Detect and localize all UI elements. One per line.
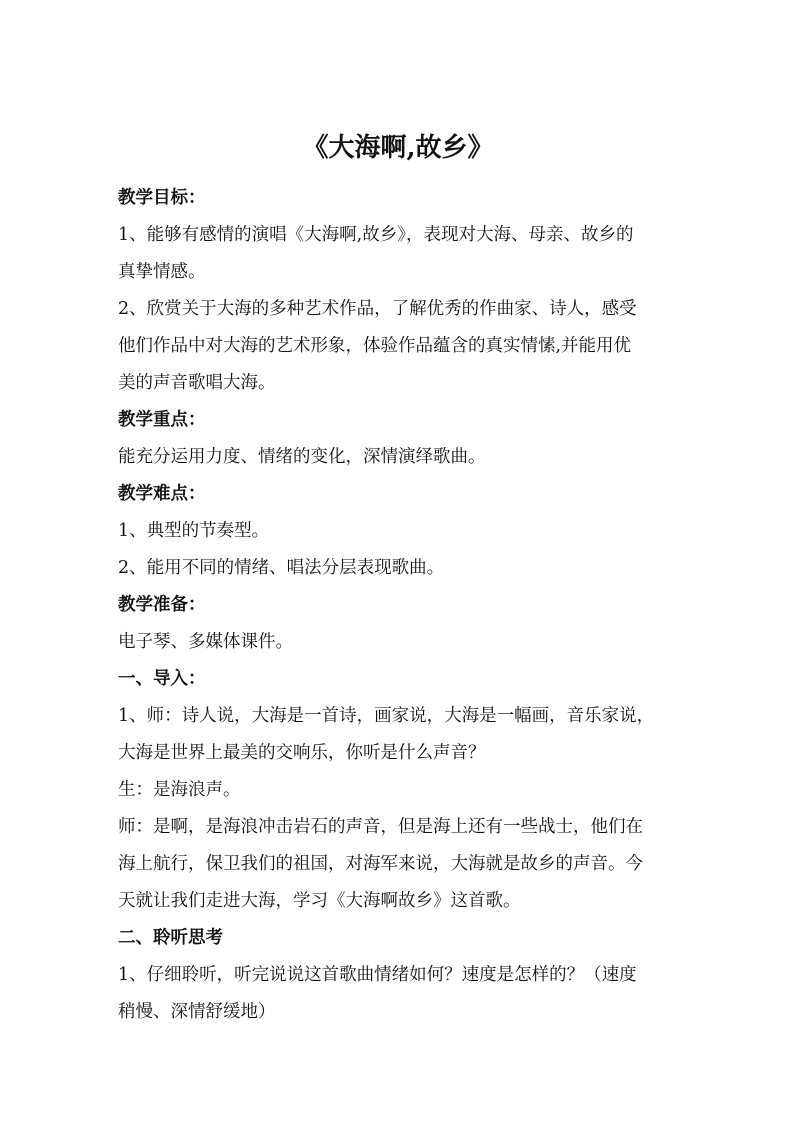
document-body — [118, 180, 676, 1031]
section-heading: 教学目标： — [118, 188, 206, 208]
text-line: 大海是世界上最美的交响乐，你听是什么声音？ — [118, 743, 486, 763]
text-line: 1、仔细聆听，听完说说这首歌曲情绪如何？速度是怎样的？（速度 — [118, 965, 637, 985]
text-line: 海上航行，保卫我们的祖国，对海军来说，大海就是故乡的声音。今 — [118, 854, 643, 874]
text-line: 他们作品中对大海的艺术形象，体验作品蕴含的真实情愫,并能用优 — [118, 336, 632, 356]
section-heading: 教学重点： — [118, 410, 206, 430]
text-line: 1、师：诗人说，大海是一首诗，画家说，大海是一幅画，音乐家说， — [118, 706, 655, 726]
section-heading: 二、聆听思考 — [118, 928, 223, 948]
text-line: 稍慢、深情舒缓地） — [118, 1002, 276, 1022]
text-line: 天就让我们走进大海，学习《大海啊故乡》这首歌。 — [118, 891, 521, 911]
text-line: 真挚情感。 — [118, 262, 206, 282]
section-heading: 教学难点： — [118, 484, 206, 504]
text-line: 2、欣赏关于大海的多种艺术作品，了解优秀的作曲家、诗人，感受 — [118, 299, 637, 319]
section-heading: 教学准备： — [118, 595, 206, 615]
text-line: 能充分运用力度、情绪的变化，深情演绎歌曲。 — [118, 447, 486, 467]
section-heading: 一、导入： — [118, 669, 206, 689]
text-line: 1、典型的节奏型。 — [118, 521, 270, 541]
text-line: 电子琴、多媒体课件。 — [118, 632, 293, 652]
text-line: 1、能够有感情的演唱《大海啊,故乡》，表现对大海、母亲、故乡的 — [118, 225, 634, 245]
text-line: 师：是啊，是海浪冲击岩石的声音，但是海上还有一些战士，他们在 — [118, 817, 643, 837]
text-line: 2、能用不同的情绪、唱法分层表现歌曲。 — [118, 558, 445, 578]
text-line: 美的声音歌唱大海。 — [118, 373, 276, 393]
text-line: 生：是海浪声。 — [118, 780, 241, 800]
document-title: 《大海啊,故乡》 — [302, 133, 494, 163]
